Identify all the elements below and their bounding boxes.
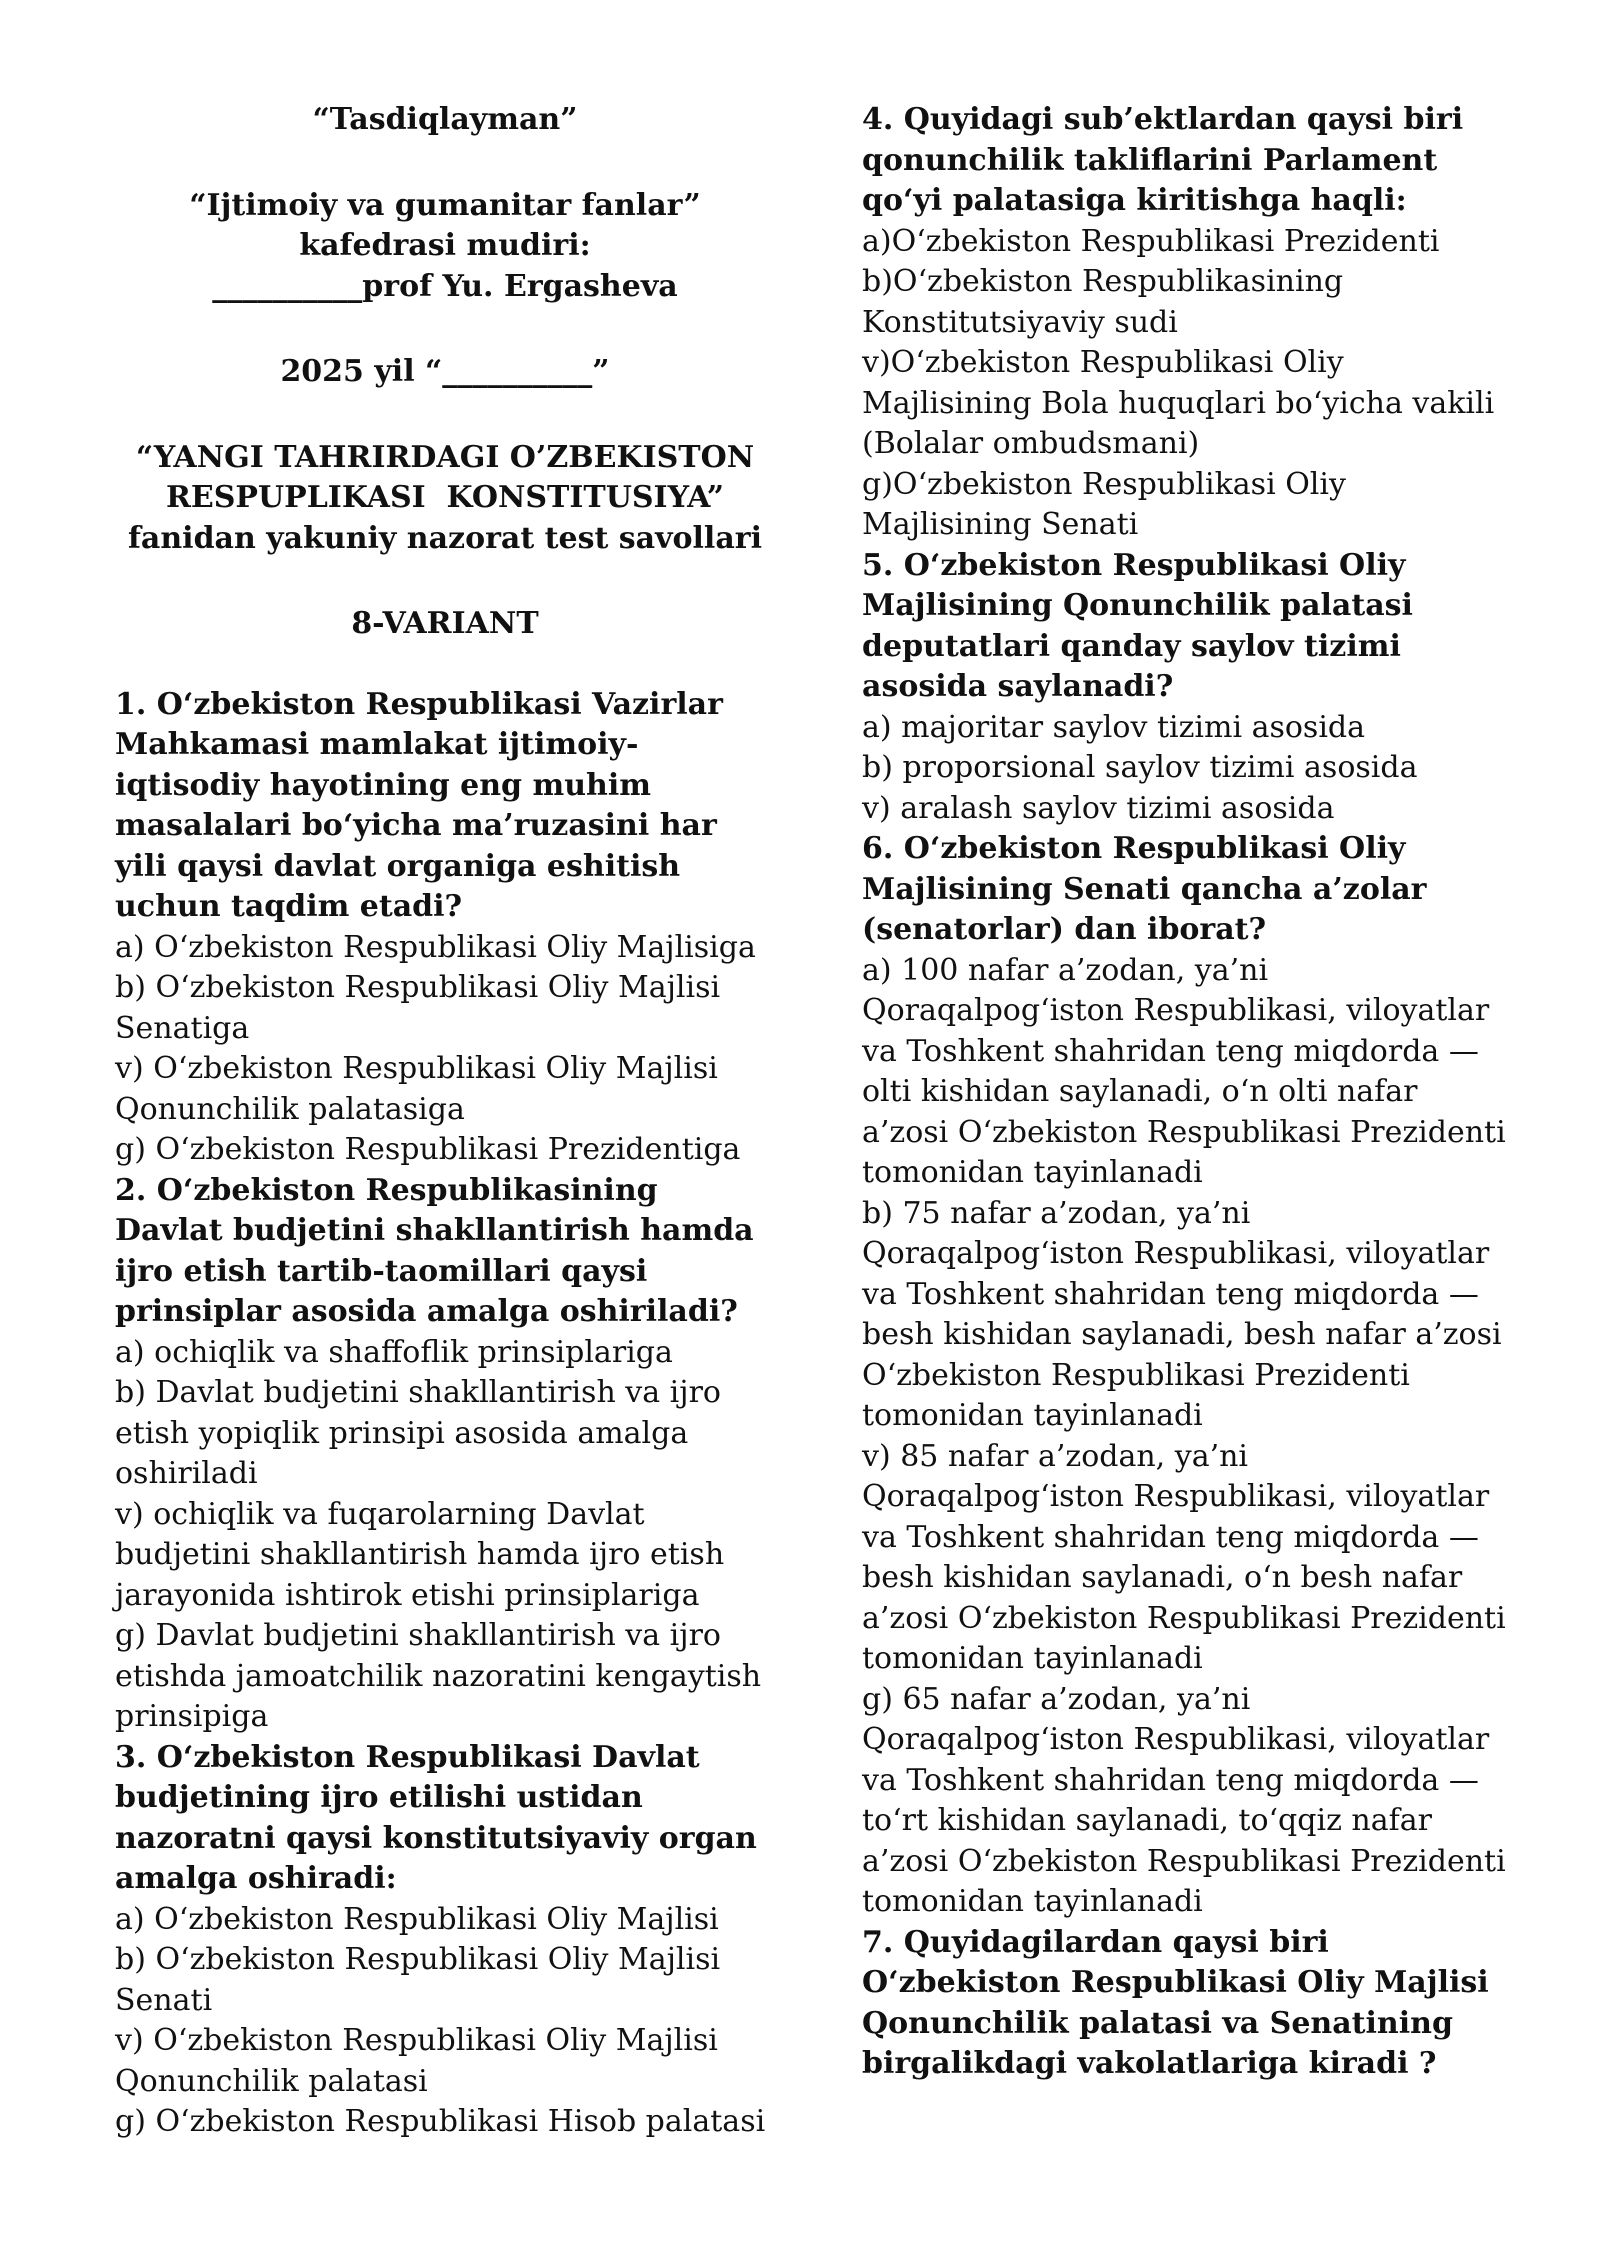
answer-option: b)O‘zbekiston Respublikasining Konstitutsiyaviy sudi: [862, 264, 1344, 340]
answer-option: a) 100 nafar a’zodan, ya’ni Qoraqalpog‘iston Respublikasi, viloyatlar va Toshkent shahridan teng miqdorda — olti kishidan saylanadi, o‘n olti nafar a’zosi O‘zbekiston Respublikasi Prezidenti tomonidan tayinlanadi: [862, 952, 1506, 1190]
left-column: [115, 100, 775, 2143]
answer-option: b) O‘zbekiston Respublikasi Oliy Majlisi Senati: [115, 1942, 721, 2018]
department-block: [115, 186, 775, 308]
answer-option: a) O‘zbekiston Respublikasi Oliy Majlisiga: [115, 929, 756, 965]
question-text: 4. Quyidagi sub’ektlardan qaysi biri qonunchilik takliflarini Parlament qo‘yi palatasiga kiritishga haqli:: [862, 102, 1464, 218]
variant-title: 8-VARIANT: [351, 606, 539, 641]
answer-option: v)O‘zbekiston Respublikasi Oliy Majlisining Bola huquqlari bo‘yicha vakili (Bolalar ombudsmani): [862, 345, 1495, 461]
answer-option: v) O‘zbekiston Respublikasi Oliy Majlisi Qonunchilik palatasiga: [115, 1051, 718, 1127]
answer-option: b) proporsional saylov tizimi asosida: [862, 750, 1418, 785]
question-text: 7. Quyidagilardan qaysi biri O‘zbekiston Respublikasi Oliy Majlisi Qonunchilik palatasi va Senatining birgalikdagi vakolatlariga kiradi ?: [862, 1924, 1489, 2081]
department-name: “Ijtimoiy va gumanitar fanlar”: [189, 187, 701, 223]
answer-option: a) majoritar saylov tizimi asosida: [862, 709, 1365, 745]
answer-option: a)O‘zbekiston Respublikasi Prezidenti: [862, 223, 1440, 259]
subject-block: [115, 438, 775, 560]
approval-block: [115, 100, 775, 141]
answer-option: a) O‘zbekiston Respublikasi Oliy Majlisi: [115, 1901, 719, 1937]
question-text: 5. O‘zbekiston Respublikasi Oliy Majlisining Qonunchilik palatasi deputatlari qanday saylov tizimi asosida saylanadi?: [862, 547, 1413, 704]
question-text: 2. O‘zbekiston Respublikasining Davlat budjetini shakllantirish hamda ijro etish tartib-taomillari qaysi prinsiplar asosida amalga oshiriladi?: [115, 1172, 754, 1329]
answer-option: g) O‘zbekiston Respublikasi Hisob palatasi: [115, 2104, 766, 2139]
question-block-6: [862, 829, 1512, 1923]
question-block-1: [115, 685, 775, 1171]
answer-option: v) O‘zbekiston Respublikasi Oliy Majlisi Qonunchilik palatasi: [115, 2023, 718, 2099]
department-head-label: kafedrasi mudiri:: [299, 228, 591, 263]
question-block-4: [862, 100, 1512, 546]
question-text: 1. O‘zbekiston Respublikasi Vazirlar Mahkamasi mamlakat ijtimoiy-iqtisodiy hayotining eng muhim masalalari bo‘yicha ma’ruzasini har yili qaysi davlat organiga eshitish uchun taqdim etadi?: [115, 686, 723, 924]
subject-line-2: RESPUPLIKASI KONSTITUSIYA”: [165, 480, 725, 515]
answer-option: g) O‘zbekiston Respublikasi Prezidentiga: [115, 1132, 741, 1167]
answer-option: g) 65 nafar a’zodan, ya’ni Qoraqalpog‘iston Respublikasi, viloyatlar va Toshkent shahridan teng miqdorda — to‘rt kishidan saylanadi, to‘qqiz nafar a’zosi O‘zbekiston Respublikasi Prezidenti tomonidan tayinlanadi: [862, 1681, 1506, 1919]
question-block-3: [115, 1738, 775, 2143]
approval-title: “Tasdiqlayman”: [312, 102, 578, 137]
question-text: 6. O‘zbekiston Respublikasi Oliy Majlisining Senati qancha a’zolar (senatorlar) dan iborat?: [862, 831, 1427, 947]
answer-option: v) 85 nafar a’zodan, ya’ni Qoraqalpog‘iston Respublikasi, viloyatlar va Toshkent shahridan teng miqdorda — besh kishidan saylanadi, o‘n besh nafar a’zosi O‘zbekiston Respublikasi Prezidenti tomonidan tayinlanadi: [862, 1438, 1506, 1676]
department-head-signature: __________prof Yu. Ergasheva: [212, 268, 678, 304]
date-block: [115, 352, 775, 393]
answer-option: g) Davlat budjetini shakllantirish va ijro etishda jamoatchilik nazoratini kengaytish prinsipiga: [115, 1618, 762, 1734]
subject-line-3: fanidan yakuniy nazorat test savollari: [128, 520, 762, 556]
answer-option: b) 75 nafar a’zodan, ya’ni Qoraqalpog‘iston Respublikasi, viloyatlar va Toshkent shahridan teng miqdorda — besh kishidan saylanadi, besh nafar a’zosi O‘zbekiston Respublikasi Prezidenti tomonidan tayinlanadi: [862, 1195, 1502, 1433]
question-text: 3. O‘zbekiston Respublikasi Davlat budjetining ijro etilishi ustidan nazoratni qaysi konstitutsiyaviy organ amalga oshiradi:: [115, 1739, 757, 1896]
answer-option: b) O‘zbekiston Respublikasi Oliy Majlisi Senatiga: [115, 970, 721, 1046]
question-block-2: [115, 1171, 775, 1738]
variant-block: [115, 604, 775, 645]
answer-option: g)O‘zbekiston Respublikasi Oliy Majlisining Senati: [862, 466, 1346, 542]
question-block-5: [862, 546, 1512, 830]
answer-option: v) aralash saylov tizimi asosida: [862, 790, 1335, 826]
answer-option: a) ochiqlik va shaffoflik prinsiplariga: [115, 1334, 673, 1370]
subject-line-1: “YANGI TAHRIRDAGI O’ZBEKISTON: [135, 439, 755, 475]
approval-date: 2025 yil “__________”: [280, 354, 610, 389]
answer-option: b) Davlat budjetini shakllantirish va ijro etish yopiqlik prinsipi asosida amalga oshiriladi: [115, 1375, 721, 1491]
answer-option: v) ochiqlik va fuqarolarning Davlat budjetini shakllantirish hamda ijro etish jarayonida ishtirok etishi prinsiplariga: [115, 1496, 725, 1613]
question-block-7: [862, 1923, 1512, 2085]
right-column: [862, 100, 1512, 2085]
